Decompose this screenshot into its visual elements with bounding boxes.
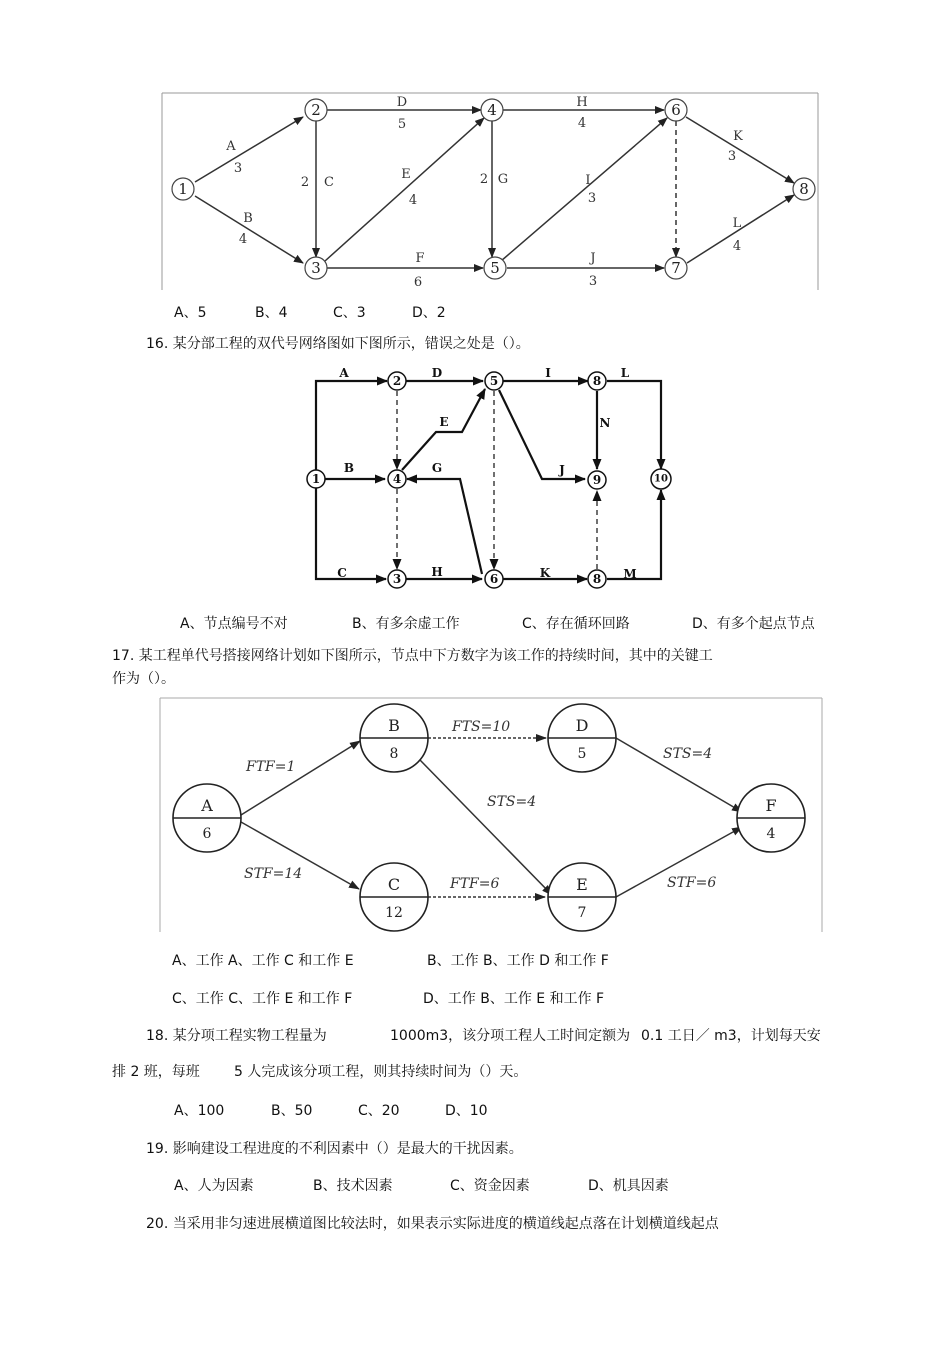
edge-D-dur: 5: [397, 117, 407, 132]
link-A-B-label: FTF=1: [246, 759, 296, 775]
q16-option-c[interactable]: C、存在循环回路: [522, 616, 630, 632]
edge-J-name: J: [590, 251, 596, 266]
edge-A-dur: 3: [233, 161, 243, 176]
link-A-B: [241, 741, 360, 815]
node-2-label: 2: [311, 101, 321, 119]
q18-question-line-1-a: 18. 某分项工程实物工程量为: [146, 1028, 327, 1044]
activity-F-name: F: [765, 796, 777, 815]
node-8-label: 8: [799, 180, 809, 198]
activity-C-dur: 12: [385, 905, 403, 921]
edge-A-name: A: [226, 139, 236, 154]
edge-H-dur: 4: [577, 116, 587, 131]
q17-question-line-2: 作为（）。: [112, 671, 175, 687]
edge-D-name: D: [396, 95, 408, 110]
q17-option-b[interactable]: B、工作 B、工作 D 和工作 F: [427, 953, 609, 969]
node-7-label: 7: [671, 259, 681, 277]
node2-1-label: 1: [311, 472, 321, 486]
edge2-N-label: N: [599, 416, 611, 430]
q18-option-c[interactable]: C、20: [358, 1103, 400, 1119]
node-5-label: 5: [490, 259, 500, 277]
edge-K-dur: 3: [727, 149, 737, 164]
q17-option-a[interactable]: A、工作 A、工作 C 和工作 E: [172, 953, 354, 969]
edge-I-name: I: [585, 173, 591, 188]
link-A-C-label: STF=14: [244, 866, 303, 882]
q16-question: 16. 某分部工程的双代号网络图如下图所示，错误之处是（）。: [146, 336, 530, 352]
q15-option-b[interactable]: B、4: [255, 305, 288, 321]
link-B-E: [420, 760, 552, 895]
edge-F-dur: 6: [413, 275, 423, 290]
edge2-D-label: D: [431, 366, 443, 380]
edge-H-name: H: [576, 95, 588, 110]
q19-option-d[interactable]: D、机具因素: [588, 1178, 669, 1194]
q15-option-c[interactable]: C、3: [333, 305, 366, 321]
q16-option-a[interactable]: A、节点编号不对: [180, 616, 288, 632]
edge2-M-label: M: [623, 567, 637, 581]
edge2-L-label: L: [620, 366, 630, 380]
q17-option-d[interactable]: D、工作 B、工作 E 和工作 F: [423, 991, 605, 1007]
edge-E-dur: 4: [408, 193, 418, 208]
q16-option-d[interactable]: D、有多个起点节点: [692, 616, 815, 632]
q17-question-line-1: 17. 某工程单代号搭接网络计划如下图所示，节点中下方数字为该工作的持续时间，其中的关键工: [112, 648, 713, 664]
edge2-C-label: C: [337, 566, 347, 580]
activity-A-name: A: [201, 796, 213, 815]
activity-C-name: C: [387, 875, 401, 894]
edge-C-dur: 2: [300, 175, 310, 190]
activity-B-name: B: [388, 716, 400, 735]
edge2-I-label: I: [545, 366, 551, 380]
q18-question-line-2-a: 排 2 班，每班: [112, 1064, 200, 1080]
q19-option-b[interactable]: B、技术因素: [313, 1178, 393, 1194]
activity-D-dur: 5: [577, 746, 587, 762]
link-D-F-label: STS=4: [663, 746, 713, 762]
activity-A-dur: 6: [202, 826, 212, 842]
q19-option-c[interactable]: C、资金因素: [450, 1178, 530, 1194]
node2-4-label: 4: [392, 472, 402, 486]
edge2-A-label: A: [339, 366, 349, 380]
activity-E-name: E: [576, 875, 588, 894]
edge2-G-label: G: [431, 461, 443, 475]
q18-option-d[interactable]: D、10: [445, 1103, 488, 1119]
edge-L-name: L: [732, 216, 742, 231]
link-E-F-label: STF=6: [667, 875, 717, 891]
node2-8-bottom-label: 8: [592, 572, 602, 586]
node-3-label: 3: [311, 259, 321, 277]
activity-B-dur: 8: [389, 746, 399, 762]
node2-10-label: 10: [654, 473, 668, 485]
edge-J-dur: 3: [588, 274, 598, 289]
activity-E-dur: 7: [577, 905, 587, 921]
node2-9-label: 9: [592, 473, 602, 487]
node2-3-label: 3: [392, 572, 402, 586]
q20-question: 20. 当采用非匀速进展横道图比较法时，如果表示实际进度的横道线起点落在计划横道线起点: [146, 1216, 719, 1232]
q18-question-line-1-c: 0.1 工日／ m3，计划每天安: [641, 1028, 821, 1044]
edge-E-name: E: [401, 167, 411, 182]
edge-L-dur: 4: [732, 239, 742, 254]
edge2-J-label: J: [559, 463, 565, 477]
node2-8-top-label: 8: [592, 374, 602, 388]
edge-G-name: G: [497, 172, 509, 187]
edge2-K-label: K: [539, 566, 551, 580]
edge-I-dur: 3: [587, 191, 597, 206]
q15-option-d[interactable]: D、2: [412, 305, 446, 321]
edge-B-name: B: [243, 211, 253, 226]
q19-option-a[interactable]: A、人为因素: [174, 1178, 254, 1194]
q18-option-b[interactable]: B、50: [271, 1103, 313, 1119]
q18-option-a[interactable]: A、100: [174, 1103, 225, 1119]
node2-6-label: 6: [489, 572, 499, 586]
node-6-label: 6: [671, 101, 681, 119]
edge-G-dur: 2: [479, 172, 489, 187]
node-4-label: 4: [487, 101, 497, 119]
node2-5-label: 5: [489, 374, 499, 388]
q19-question: 19. 影响建设工程进度的不利因素中（）是最大的干扰因素。: [146, 1141, 523, 1157]
node-1-label: 1: [178, 180, 188, 198]
edge-F-name: F: [415, 251, 425, 266]
activity-D-name: D: [575, 716, 589, 735]
link-B-E-label: STS=4: [487, 794, 537, 810]
edge2-E-label: E: [439, 415, 449, 429]
q18-question-line-1-b: 1000m3，该分项工程人工时间定额为: [390, 1028, 631, 1044]
link-C-E-label: FTF=6: [450, 876, 500, 892]
edge2-H-label: H: [431, 565, 443, 579]
activity-F-dur: 4: [766, 826, 776, 842]
q18-question-line-2-b: 5 人完成该分项工程，则其持续时间为（）天。: [234, 1064, 528, 1080]
node2-2-label: 2: [392, 374, 402, 388]
edge-B-dur: 4: [238, 232, 248, 247]
edge-C-name: C: [324, 175, 334, 190]
edge-K-name: K: [733, 129, 743, 144]
link-B-D-label: FTS=10: [452, 719, 511, 735]
q17-option-c[interactable]: C、工作 C、工作 E 和工作 F: [172, 991, 353, 1007]
q15-option-a[interactable]: A、5: [174, 305, 207, 321]
q16-option-b[interactable]: B、有多余虚工作: [352, 616, 460, 632]
edge2-B-label: B: [343, 461, 355, 475]
